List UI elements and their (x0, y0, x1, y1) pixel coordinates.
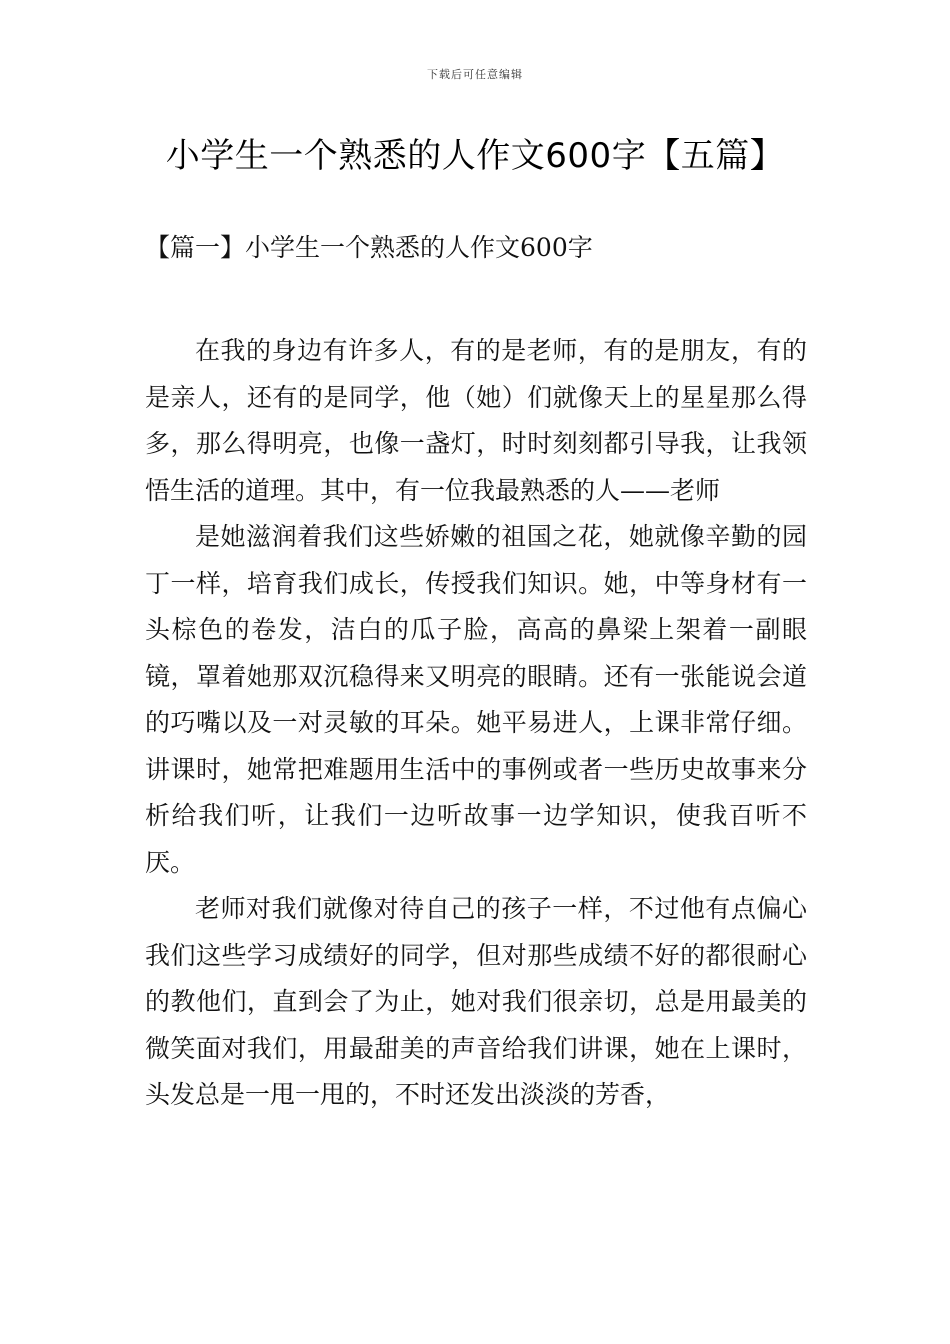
body-text (145, 328, 807, 1119)
document-title: 小学生一个熟悉的人作文600字【五篇】 (165, 136, 785, 176)
paragraph-3: 老师对我们就像对待自己的孩子一样，不过他有点偏心我们这些学习成绩好的同学，但对那些成绩不好的都很耐心的教他们，直到会了为止，她对我们很亲切，总是用最美的微笑面对我们，用最甜美的声音给我们讲课，她在上课时，头发总是一甩一甩的，不时还发出淡淡的芳香， (145, 894, 807, 1109)
paragraph-1: 在我的身边有许多人，有的是老师，有的是朋友，有的是亲人，还有的是同学，他（她）们就像天上的星星那么得多，那么得明亮，也像一盏灯，时时刻刻都引导我，让我领悟生活的道理。其中，有一位我最熟悉的人——老师 (145, 336, 807, 505)
header-note: 下载后可任意编辑 (427, 68, 523, 81)
paragraph-2: 是她滋润着我们这些娇嫩的祖国之花，她就像辛勤的园丁一样，培育我们成长，传授我们知识。她，中等身材有一头棕色的卷发，洁白的瓜子脸，高高的鼻梁上架着一副眼镜，罩着她那双沉稳得来又明亮的眼睛。还有一张能说会道的巧嘴以及一对灵敏的耳朵。她平易进人，上课非常仔细。讲课时，她常把难题用生活中的事例或者一些历史故事来分析给我们听，让我们一边听故事一边学知识，使我百听不厌。 (145, 522, 807, 877)
section-heading: 【篇一】小学生一个熟悉的人作文600字 (145, 233, 593, 262)
